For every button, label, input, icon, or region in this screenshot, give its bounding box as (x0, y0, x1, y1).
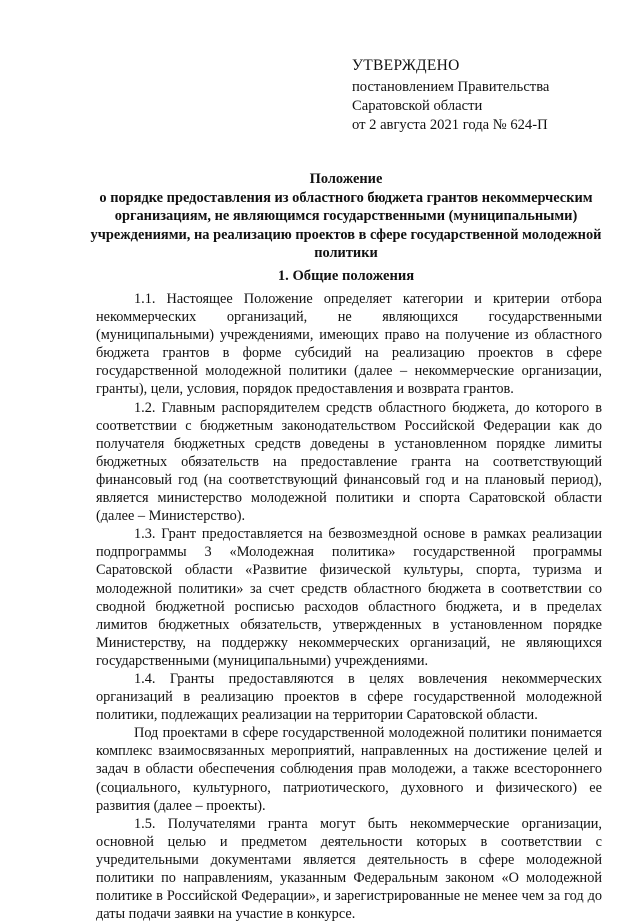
document-title (86, 170, 606, 263)
approval-line: постановлением Правительства (352, 79, 550, 95)
approval-title: УТВЕРЖДЕНО (352, 57, 460, 74)
section-body (96, 290, 602, 923)
paragraph: Под проектами в сфере государственной молодежной политики понимается комплекс взаимосвязанных мероприятий, направленных на достижение целей и задач в области обеспечения соблюдения прав молодежи, а также всестороннего (социального, культурного, патриотического, духовного и физического) ее развития (далее – проекты). (96, 725, 602, 814)
approval-line: от 2 августа 2021 года № 624-П (352, 117, 548, 133)
document-heading: Положение (309, 171, 383, 187)
paragraph: 1.3. Грант предоставляется на безвозмездной основе в рамках реализации подпрограммы 3 «Молодежная политика» государственной программы Саратовской области «Развитие физической культуры, спорта, туризма и молодежной политики» за счет средств областного бюджета в соответствии со сводной бюджетной росписью расходов областного бюджета, и в пределах лимитов бюджетных обязательств, утвержденных в установленном порядке Министерству, на поддержку некоммерческих организаций, не являющихся государственными (муниципальными) учреждениями. (96, 526, 602, 669)
approval-stamp (352, 56, 549, 135)
paragraph: 1.4. Гранты предоставляются в целях вовлечения некоммерческих организаций в реализацию проектов в сфере государственной молодежной политики, подлежащих реализации на территории Саратовской области. (96, 670, 602, 724)
approval-line: Саратовской области (352, 98, 483, 114)
paragraph: 1.5. Получателями гранта могут быть некоммерческие организации, основной целью и предметом деятельности которых в соответствии с учредительными документами является деятельность в сфере молодежной политики по направлениям, указанным Федеральным законом «О молодежной политике в Российской Федерации», и зарегистрированные не менее чем за год до даты подачи заявки на участие в конкурсе. (96, 815, 602, 923)
paragraph: 1.2. Главным распорядителем средств областного бюджета, до которого в соответствии с бюджетным законодательством Российской Федерации как до получателя бюджетных средств доведены в установленном порядке лимиты бюджетных обязательств на предоставление гранта на соответствующий финансовый год (на соответствующий финансовый год и на плановый период), является министерство молодежной политики и спорта Саратовской области (далее – Министерство). (96, 399, 602, 525)
paragraph: 1.1. Настоящее Положение определяет категории и критерии отбора некоммерческих организаций, не являющихся государственными (муниципальными) учреждениями, имеющих право на получение из областного бюджета грантов в форме субсидий на реализацию проектов в сфере государственной молодежной политики (далее – некоммерческие организации, гранты), цели, условия, порядок предоставления и возврата грантов. (96, 291, 602, 398)
section-heading: 1. Общие положения (277, 268, 415, 284)
document-subtitle: о порядке предоставления из областного бюджета грантов некоммерческим организациям, не являющимся государственными (муниципальными) учреждениями, на реализацию проектов в сфере государственной молодежной политики (90, 189, 602, 262)
